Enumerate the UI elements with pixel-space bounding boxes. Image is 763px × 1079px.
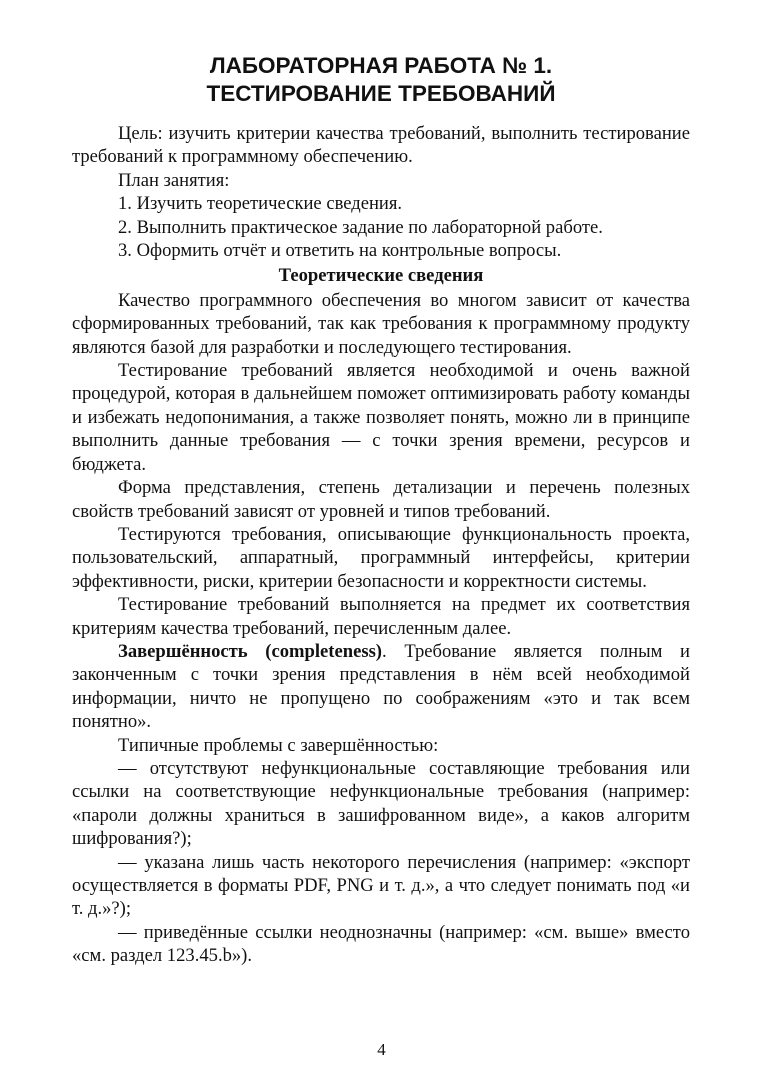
plan-item-1: 1. Изучить теоретические сведения. — [118, 193, 403, 215]
plan-label: План занятия: — [118, 169, 230, 191]
paragraph-tested-requirements: Тестируются требования, описывающие функциональность проекта, пользовательский, аппаратный, программный интерфейсы, критерии эффективности, риски, критерии безопасности и корректности системы. — [72, 523, 690, 592]
paragraph-quality: Качество программного обеспечения во многом зависит от качества сформированных требований, так как требования к программному продукту являются базой для разработки и последующего тестирования. — [72, 289, 690, 358]
problem-item-3: — приведённые ссылки неоднозначны (например: «см. выше» вместо «см. раздел 123.45.b»). — [72, 921, 690, 967]
section-heading: Теоретические сведения — [278, 265, 484, 287]
goal-paragraph: Цель: изучить критерии качества требований, выполнить тестирование требований к программному обеспечению. — [72, 123, 690, 168]
completeness-term: Завершённость (completeness) — [118, 640, 382, 662]
paragraph-completeness — [72, 640, 690, 734]
plan-item-3: 3. Оформить отчёт и ответить на контрольные вопросы. — [118, 240, 562, 262]
document-page — [72, 52, 690, 968]
page-title — [72, 52, 690, 108]
paragraph-form: Форма представления, степень детализации и перечень полезных свойств требований зависят от уровней и типов требований. — [72, 477, 690, 522]
problems-intro: Типичные проблемы с завершённостью: — [118, 734, 439, 756]
problem-item-1: — отсутствуют нефункциональные составляющие требования или ссылки на соответствующие нефункциональные требования (например: «пароли должны храниться в зашифрованном виде», а каков алгоритм шифрования?); — [72, 757, 690, 850]
completeness-text: . Требование является полным и законченным с точки зрения представления в нём всей необходимой информации, ничто не пропущено по соображениям «это и так всем понятно». — [72, 640, 690, 733]
title-line-2: ТЕСТИРОВАНИЕ ТРЕБОВАНИЙ — [206, 81, 556, 106]
paragraph-testing-importance: Тестирование требований является необходимой и очень важной процедурой, которая в дальнейшем поможет оптимизировать работу команды и избежать недопонимания, а также позволяет понять, можно ли в принципе выполнить данные требования — с точки зрения времени, ресурсов и бюджета. — [72, 360, 690, 475]
paragraph-criteria: Тестирование требований выполняется на предмет их соответствия критериям качества требований, перечисленным далее. — [72, 594, 690, 639]
page-number: 4 — [377, 1040, 386, 1059]
plan-item-2: 2. Выполнить практическое задание по лабораторной работе. — [118, 216, 603, 238]
title-line-1: ЛАБОРАТОРНАЯ РАБОТА № 1. — [209, 53, 553, 78]
problem-item-2: — указана лишь часть некоторого перечисления (например: «экспорт осуществляется в форматы PDF, PNG и т. д.», а что следует понимать под «и т. д.»?); — [72, 851, 690, 920]
